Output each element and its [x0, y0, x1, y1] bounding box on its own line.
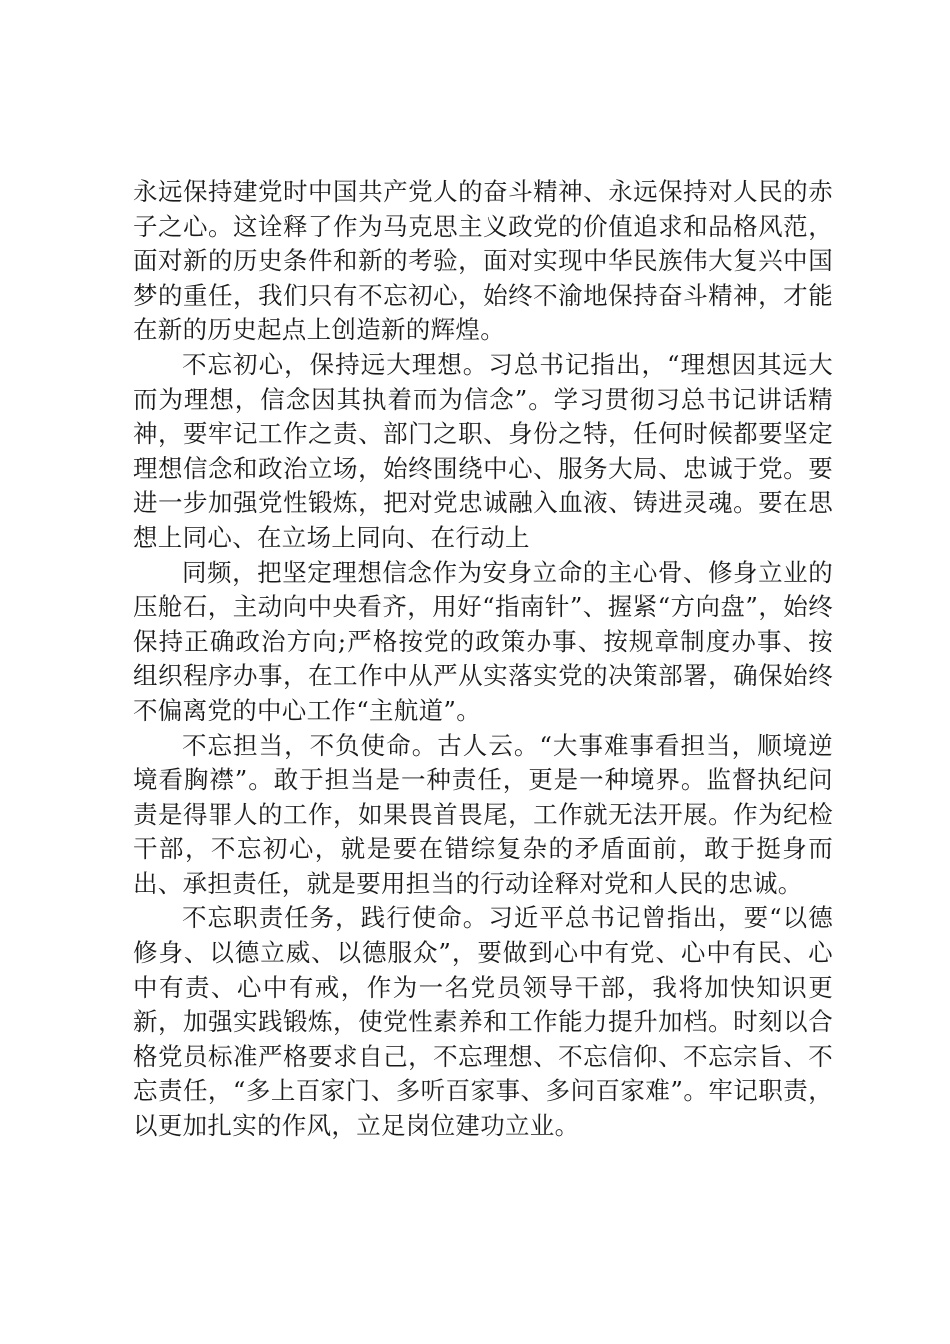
paragraph-1: 永远保持建党时中国共产党人的奋斗精神、永远保持对人民的赤子之心。这诠释了作为马克思主义政党的价值追求和品格风范，面对新的历史条件和新的考验，面对实现中华民族伟大复兴中国梦的重任，我们只有不忘初心，始终不渝地保持奋斗精神，才能在新的历史起点上创造新的辉煌。 — [133, 177, 833, 345]
paragraph-3: 同频，把坚定理想信念作为安身立命的主心骨、修身立业的压舱石，主动向中央看齐，用好“指南针”、握紧“方向盘”，始终保持正确政治方向;严格按党的政策办事、按规章制度办事、按组织程序办事，在工作中从严从实落实党的决策部署，确保始终不偏离党的中心工作“主航道”。 — [133, 557, 833, 725]
document-body — [133, 175, 833, 1144]
paragraph-4: 不忘担当，不负使命。古人云。“大事难事看担当，顺境逆境看胸襟”。敢于担当是一种责任，更是一种境界。监督执纪问责是得罪人的工作，如果畏首畏尾，工作就无法开展。作为纪检干部，不忘初心，就是要在错综复杂的矛盾面前，敢于挺身而出、承担责任，就是要用担当的行动诠释对党和人民的忠诚。 — [133, 730, 833, 898]
paragraph-5: 不忘职责任务，践行使命。习近平总书记曾指出，要“以德修身、以德立威、以德服众”，要做到心中有党、心中有民、心中有责、心中有戒，作为一名党员领导干部，我将加快知识更新，加强实践锻炼，使党性素养和工作能力提升加档。时刻以合格党员标准严格要求自己，不忘理想、不忘信仰、不忘宗旨、不忘责任，“多上百家门、多听百家事、多问百家难”。牢记职责，以更加扎实的作风，立足岗位建功立业。 — [133, 903, 833, 1141]
paragraph-2: 不忘初心，保持远大理想。习总书记指出，“理想因其远大而为理想，信念因其执着而为信念”。学习贯彻习总书记讲话精神，要牢记工作之责、部门之职、身份之特，任何时候都要坚定理想信念和政治立场，始终围绕中心、服务大局、忠诚于党。要进一步加强党性锻炼，把对党忠诚融入血液、铸进灵魂。要在思想上同心、在立场上同向、在行动上 — [133, 349, 833, 552]
